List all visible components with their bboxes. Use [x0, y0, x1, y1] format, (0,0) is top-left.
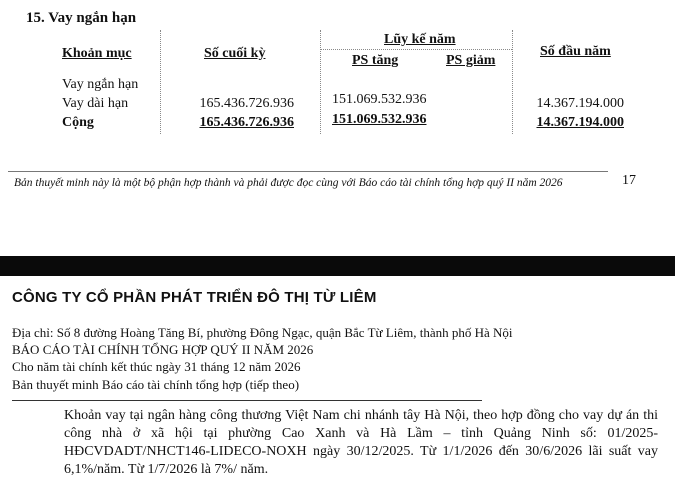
header-item: Khoản mục [62, 46, 132, 61]
page-break-band [0, 256, 675, 276]
row-increase-total: 151.069.532.936 [332, 112, 427, 127]
header-increase: PS tăng [352, 53, 399, 68]
header-closing: Số cuối kỳ [204, 46, 266, 61]
row-item: Vay dài hạn [62, 96, 129, 111]
header-rule [12, 400, 482, 401]
row-opening-total: 14.367.194.000 [536, 115, 624, 130]
row-item-total: Cộng [62, 115, 94, 130]
row-increase: 151.069.532.936 [332, 92, 427, 107]
company-address: Địa chỉ: Số 8 đường Hoàng Tăng Bí, phường Đông Ngạc, quận Bắc Từ Liêm, thành phố Hà Nội [12, 325, 513, 340]
company-name: CÔNG TY CỔ PHẦN PHÁT TRIỂN ĐÔ THỊ TỪ LIÊM [12, 289, 377, 306]
row-closing-total: 165.436.726.936 [199, 115, 294, 130]
report-subtitle: Bản thuyết minh Báo cáo tài chính tổng hợp (tiếp theo) [12, 377, 300, 392]
row-opening: 14.367.194.000 [536, 96, 624, 111]
header-ytd-group: Lũy kế năm [384, 32, 456, 47]
report-period: Cho năm tài chính kết thúc ngày 31 tháng 12 năm 2026 [12, 359, 301, 374]
table-divider [320, 30, 321, 134]
loan-paragraph: Khoản vay tại ngân hàng công thương Việt Nam chi nhánh tây Hà Nội, theo hợp đồng cho vay dự án thi công nhà ở xã hội tại phường Cao Xanh và Hà Lầm – tỉnh Quảng Ninh số: 01/2025-HĐCVDADT/NHCT146-LIDECO-NOXH ngày 30/12/2025. Từ 1/1/2026 đến 30/6/2026 lãi suất vay 6,1%/năm. Từ 1/7/2026 là 7%/ năm. [64, 408, 658, 477]
row-item: Vay ngắn hạn [62, 77, 139, 92]
table-divider [320, 49, 512, 50]
report-title: BÁO CÁO TÀI CHÍNH TỔNG HỢP QUÝ II NĂM 2026 [12, 342, 314, 357]
section-title: 15. Vay ngắn hạn [26, 10, 137, 26]
footer-rule [8, 171, 608, 172]
table-divider [160, 30, 161, 134]
header-decrease: PS giảm [446, 53, 496, 68]
page-number: 17 [622, 173, 636, 188]
footer-note: Bản thuyết minh này là một bộ phận hợp thành và phải được đọc cùng với Báo cáo tài chính tổng hợp quý II năm 2026 [14, 177, 563, 189]
header-opening: Số đầu năm [540, 44, 611, 59]
row-closing: 165.436.726.936 [199, 96, 294, 111]
